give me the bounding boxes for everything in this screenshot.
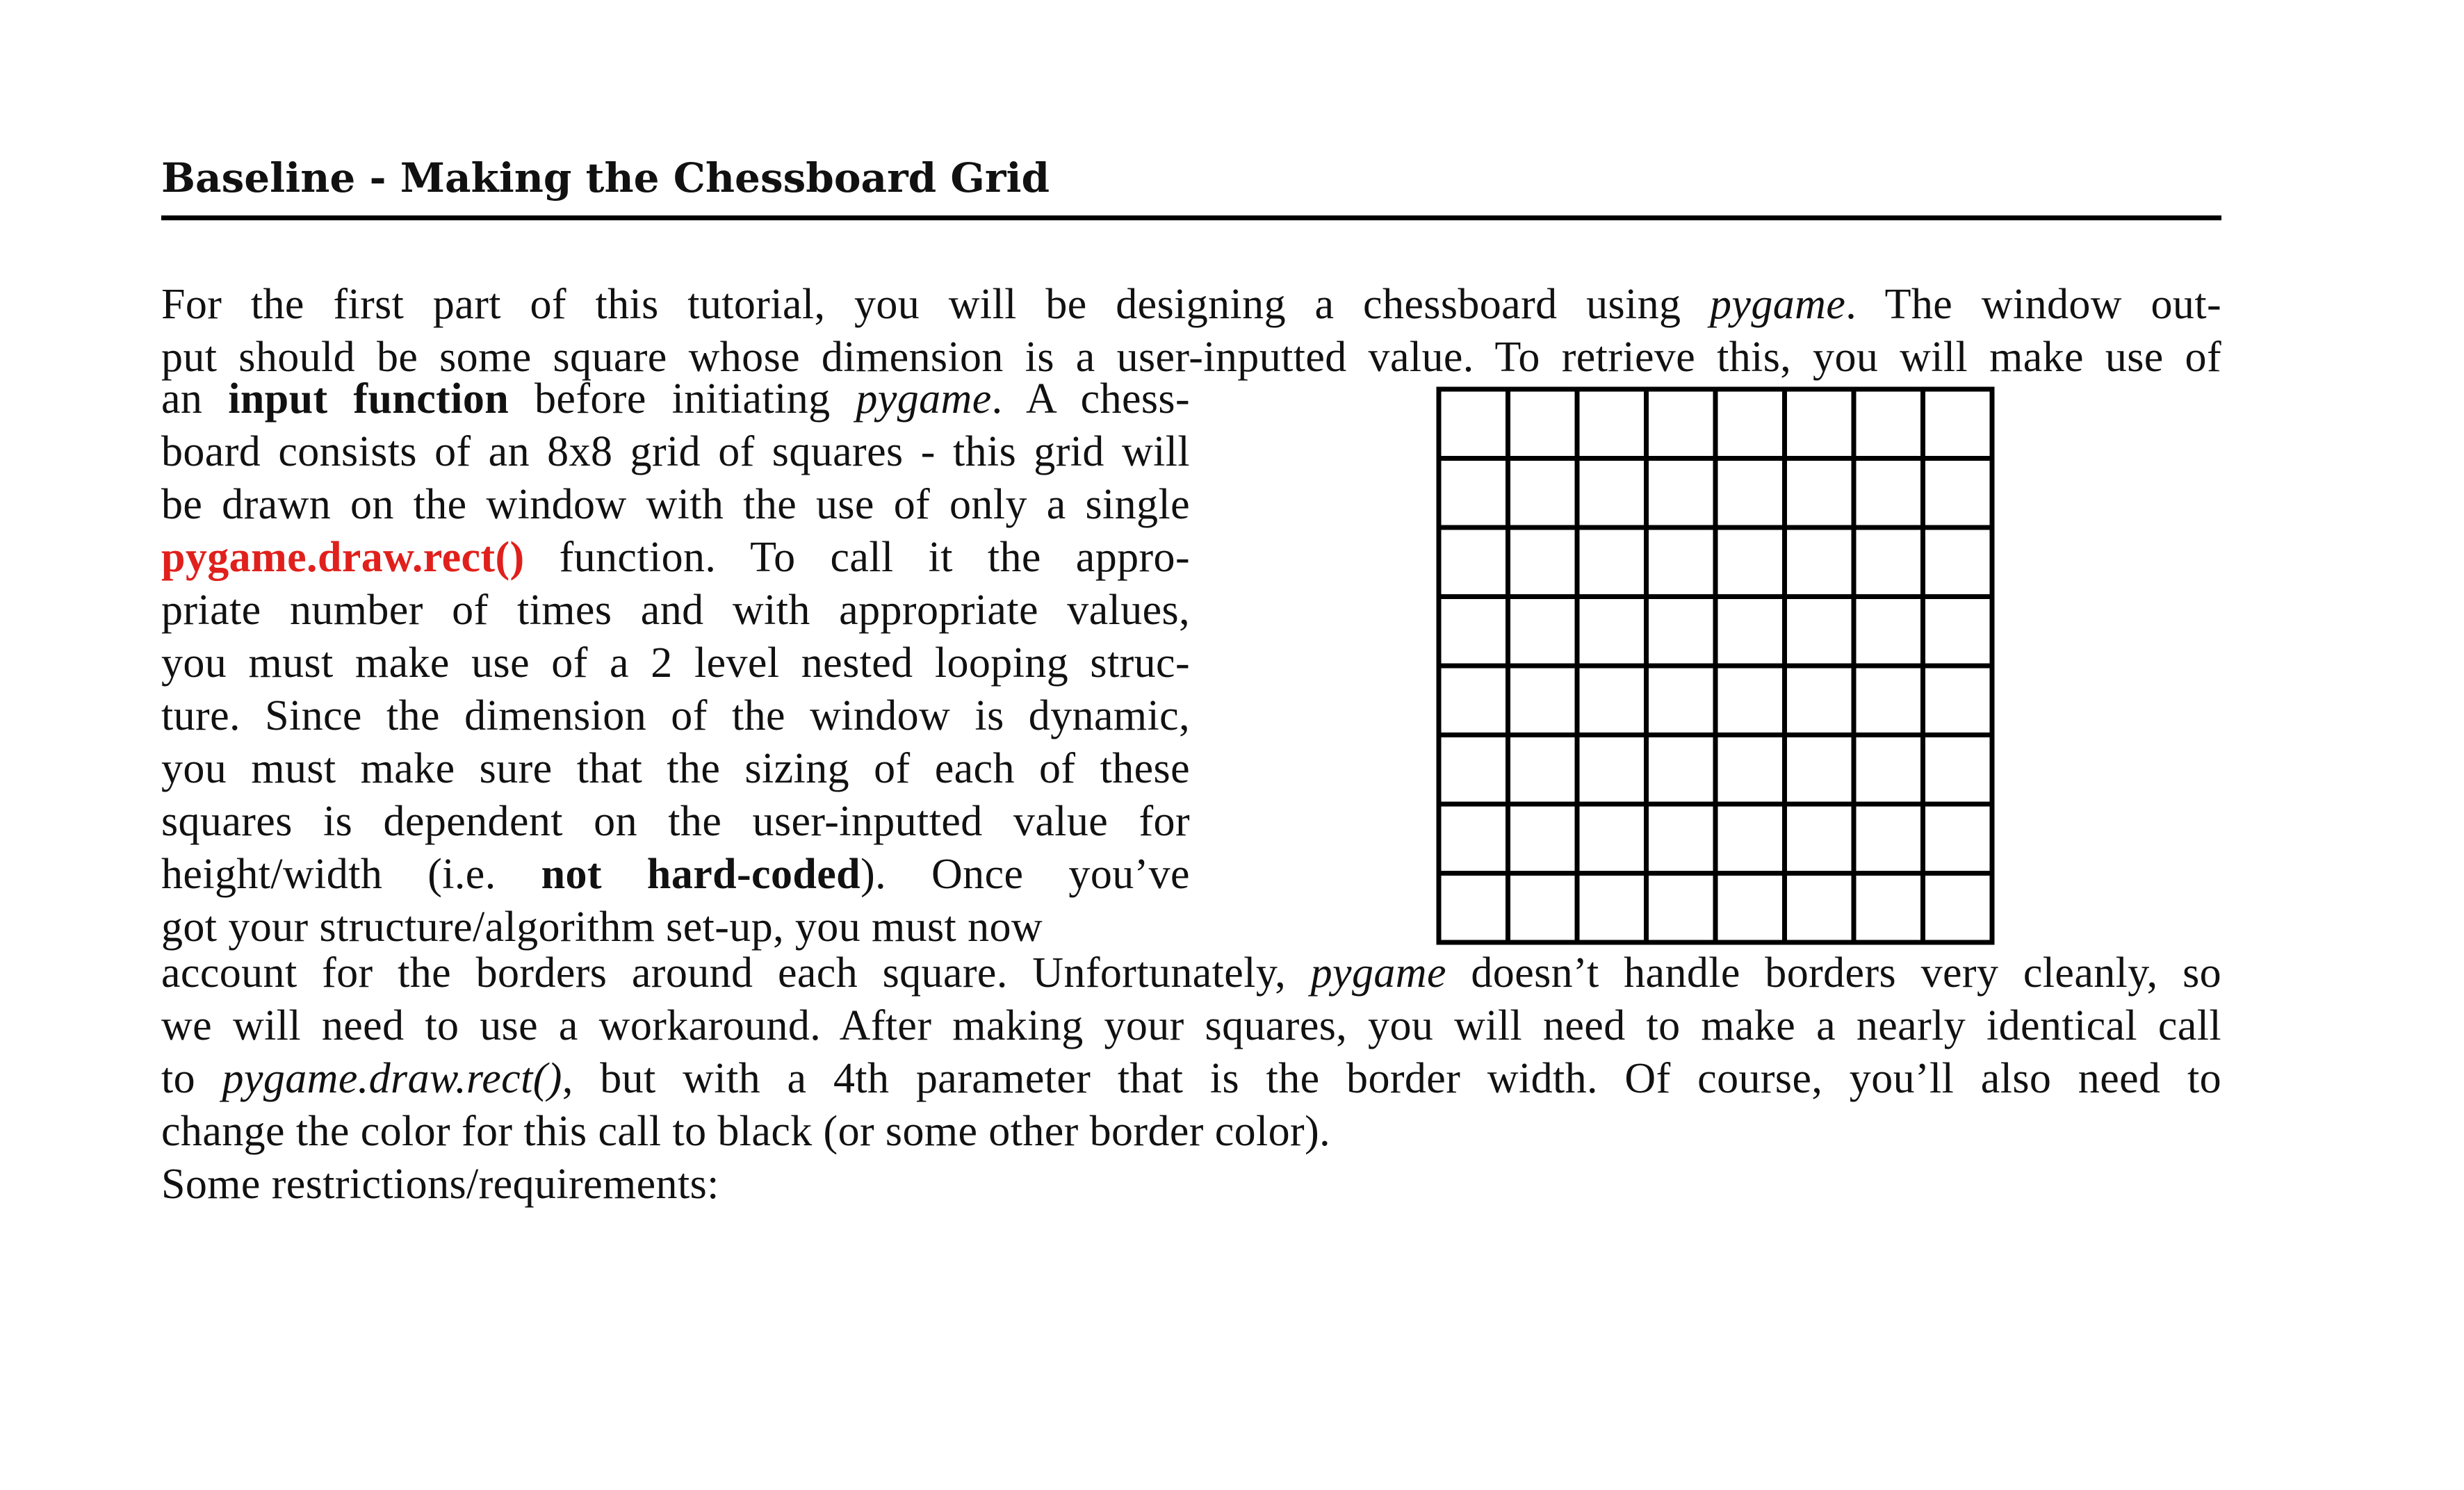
grid-square-r6-c7 bbox=[1854, 735, 1923, 805]
line-3-text-e: . A chess- bbox=[991, 375, 1191, 423]
grid-square-r3-c3 bbox=[1577, 527, 1647, 597]
paragraph-line-10: you must make sure that the sizing of each of these bbox=[161, 745, 1190, 792]
input-function-term: input function bbox=[228, 375, 509, 423]
paragraph-line-16 bbox=[161, 1052, 2221, 1105]
grid-square-r8-c5 bbox=[1715, 874, 1785, 943]
grid-square-r4-c1 bbox=[1439, 597, 1508, 666]
paragraph-line-11: squares is dependent on the user-inputted value for bbox=[161, 798, 1190, 845]
requirements-intro: Some restrictions/requirements: bbox=[161, 1161, 719, 1208]
grid-square-r5-c4 bbox=[1647, 666, 1716, 735]
grid-square-r3-c1 bbox=[1439, 527, 1508, 597]
line-1-text-a: For the first part of this tutorial, you will be designing a chessboard using bbox=[161, 281, 1711, 328]
grid-square-r2-c6 bbox=[1785, 459, 1854, 528]
paragraph-line-6 bbox=[161, 531, 1190, 584]
paragraph-line-13: got your structure/algorithm set-up, you must now bbox=[161, 903, 1043, 951]
heading-rule bbox=[161, 215, 2221, 220]
paragraph-line-3 bbox=[161, 372, 1190, 425]
paragraph-line-12 bbox=[161, 848, 1190, 901]
grid-square-r7-c4 bbox=[1647, 804, 1716, 874]
grid-square-r3-c4 bbox=[1647, 527, 1716, 597]
grid-square-r6-c5 bbox=[1715, 735, 1785, 805]
grid-square-r2-c2 bbox=[1508, 459, 1578, 528]
paragraph-line-8: you must make use of a 2 level nested looping struc- bbox=[161, 639, 1190, 687]
grid-square-r8-c6 bbox=[1785, 874, 1854, 943]
paragraph-line-5: be drawn on the window with the use of only a single bbox=[161, 481, 1190, 528]
grid-square-r6-c2 bbox=[1508, 735, 1578, 805]
grid-square-r5-c7 bbox=[1854, 666, 1923, 735]
grid-square-r4-c8 bbox=[1923, 597, 1993, 666]
grid-square-r8-c7 bbox=[1854, 874, 1923, 943]
grid-square-r2-c5 bbox=[1715, 459, 1785, 528]
grid-square-r2-c8 bbox=[1923, 459, 1993, 528]
grid-square-r4-c6 bbox=[1785, 597, 1854, 666]
line-16-text-c: , but with a 4th parameter that is the border width. Of course, you’ll also need to bbox=[562, 1055, 2221, 1102]
paragraph-line-15: we will need to use a workaround. After making your squares, you will need to make a nearly identical call bbox=[161, 1002, 2221, 1049]
grid-square-r3-c7 bbox=[1854, 527, 1923, 597]
grid-square-r3-c5 bbox=[1715, 527, 1785, 597]
line-12-text-a: height/width (i.e. bbox=[161, 851, 541, 898]
grid-square-r1-c5 bbox=[1715, 389, 1785, 459]
grid-square-r4-c2 bbox=[1508, 597, 1578, 666]
grid-square-r5-c5 bbox=[1715, 666, 1785, 735]
grid-square-r7-c5 bbox=[1715, 804, 1785, 874]
line-14-text-a: account for the borders around each square. Unfortunately, bbox=[161, 949, 1311, 997]
grid-square-r4-c7 bbox=[1854, 597, 1923, 666]
grid-square-r1-c4 bbox=[1647, 389, 1716, 459]
grid-square-r1-c3 bbox=[1577, 389, 1647, 459]
grid-square-r7-c2 bbox=[1508, 804, 1578, 874]
grid-square-r1-c2 bbox=[1508, 389, 1578, 459]
grid-square-r7-c3 bbox=[1577, 804, 1647, 874]
line-3-text-a: an bbox=[161, 375, 229, 423]
grid-square-r8-c2 bbox=[1508, 874, 1578, 943]
grid-square-r2-c7 bbox=[1854, 459, 1923, 528]
grid-square-r2-c4 bbox=[1647, 459, 1716, 528]
grid-square-r3-c8 bbox=[1923, 527, 1993, 597]
paragraph-line-14 bbox=[161, 947, 2221, 999]
grid-square-r8-c1 bbox=[1439, 874, 1508, 943]
line-12-text-c: ). Once you’ve bbox=[860, 851, 1190, 898]
line-6-text-b: function. To call it the appro- bbox=[524, 534, 1190, 581]
grid-square-r2-c3 bbox=[1577, 459, 1647, 528]
draw-rect-keyword: pygame.draw.rect() bbox=[161, 534, 525, 581]
grid-square-r5-c3 bbox=[1577, 666, 1647, 735]
line-16-text-a: to bbox=[161, 1055, 222, 1102]
grid-square-r6-c4 bbox=[1647, 735, 1716, 805]
grid-square-r4-c3 bbox=[1577, 597, 1647, 666]
line-14-text-c: doesn’t handle borders very cleanly, so bbox=[1446, 949, 2221, 997]
grid-square-r3-c2 bbox=[1508, 527, 1578, 597]
grid-square-r5-c6 bbox=[1785, 666, 1854, 735]
not-hard-coded-term: not hard-coded bbox=[541, 851, 861, 898]
grid-square-r1-c8 bbox=[1923, 389, 1993, 459]
grid-square-r8-c4 bbox=[1647, 874, 1716, 943]
paragraph-line-2: put should be some square whose dimension is a user-inputted value. To retrieve this, you will make use of bbox=[161, 334, 2221, 381]
grid-square-r4-c4 bbox=[1647, 597, 1716, 666]
line-1-text-c: . The window out- bbox=[1845, 281, 2222, 328]
grid-square-r6-c3 bbox=[1577, 735, 1647, 805]
grid-square-r6-c1 bbox=[1439, 735, 1508, 805]
paragraph-line-17: change the color for this call to black (or some other border color). bbox=[161, 1108, 1331, 1155]
line-14-pygame: pygame bbox=[1310, 949, 1446, 997]
paragraph-line-1 bbox=[161, 278, 2221, 331]
line-16-draw-rect: pygame.draw.rect() bbox=[222, 1055, 562, 1102]
grid-square-r1-c7 bbox=[1854, 389, 1923, 459]
grid-square-r8-c3 bbox=[1577, 874, 1647, 943]
section-heading: Baseline - Making the Chessboard Grid bbox=[161, 154, 1050, 202]
line-3-pygame: pygame bbox=[856, 375, 992, 423]
line-3-text-c: before initiating bbox=[509, 375, 856, 423]
grid-square-r7-c8 bbox=[1923, 804, 1993, 874]
grid-square-r6-c8 bbox=[1923, 735, 1993, 805]
paragraph-line-7: priate number of times and with appropriate values, bbox=[161, 587, 1190, 634]
grid-square-r5-c1 bbox=[1439, 666, 1508, 735]
grid-square-r1-c1 bbox=[1439, 389, 1508, 459]
grid-square-r8-c8 bbox=[1923, 874, 1993, 943]
grid-square-r7-c6 bbox=[1785, 804, 1854, 874]
line-1-pygame: pygame bbox=[1710, 281, 1846, 328]
grid-square-r7-c7 bbox=[1854, 804, 1923, 874]
grid-square-r1-c6 bbox=[1785, 389, 1854, 459]
paragraph-line-9: ture. Since the dimension of the window is dynamic, bbox=[161, 692, 1190, 739]
grid-square-r3-c6 bbox=[1785, 527, 1854, 597]
grid-square-r4-c5 bbox=[1715, 597, 1785, 666]
grid-square-r6-c6 bbox=[1785, 735, 1854, 805]
paragraph-line-4: board consists of an 8x8 grid of squares - this grid will bbox=[161, 428, 1190, 475]
grid-square-r5-c8 bbox=[1923, 666, 1993, 735]
grid-square-r7-c1 bbox=[1439, 804, 1508, 874]
grid-square-r2-c1 bbox=[1439, 459, 1508, 528]
grid-square-r5-c2 bbox=[1508, 666, 1578, 735]
chessboard-grid-figure bbox=[1436, 386, 1995, 945]
